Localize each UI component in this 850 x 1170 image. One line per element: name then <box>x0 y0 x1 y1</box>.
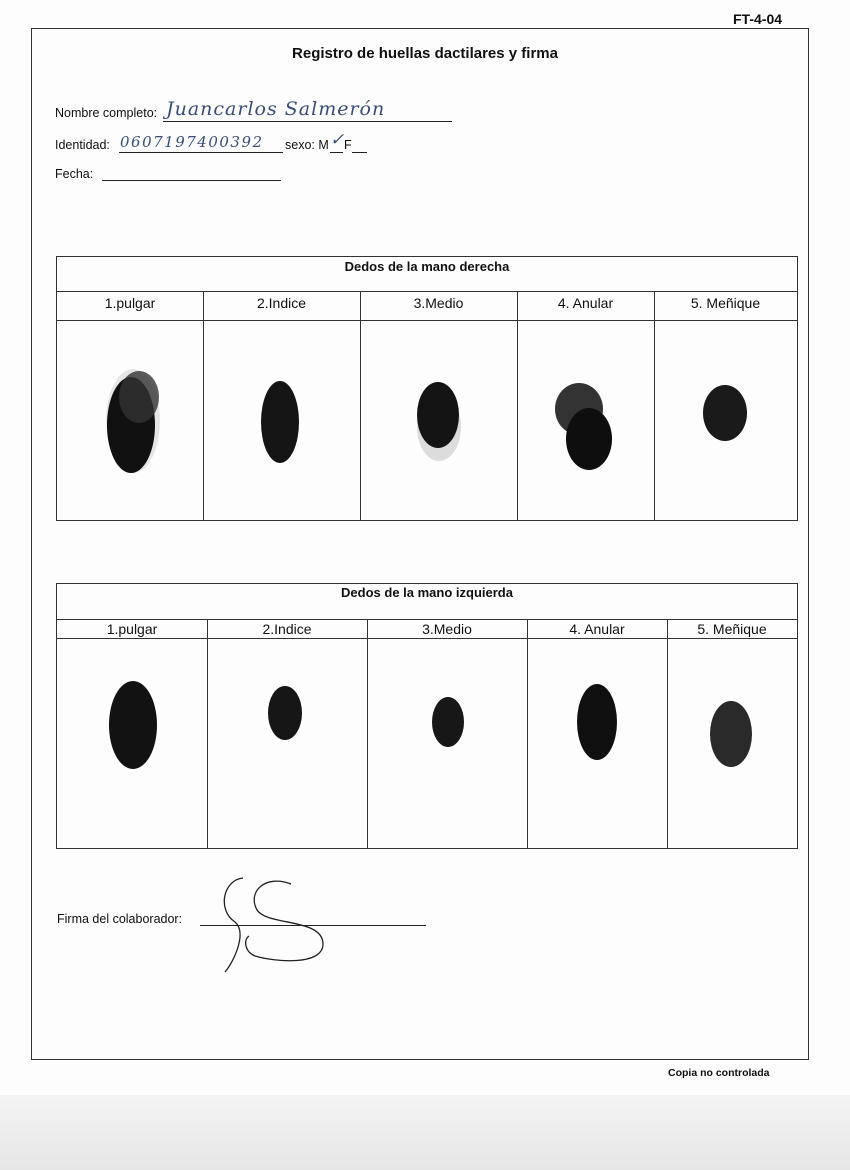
page-title: Registro de huellas dactilares y firma <box>292 45 558 62</box>
signature-label: Firma del colaborador: <box>57 912 183 926</box>
copy-note: Copia no controlada <box>668 1067 770 1079</box>
table-divider <box>57 638 797 639</box>
column-divider <box>517 291 518 520</box>
scan-margin <box>0 1095 850 1170</box>
column-divider <box>667 619 668 848</box>
right-middle-fingerprint <box>411 377 466 465</box>
left-hand-title: Dedos de la mano izquierda <box>341 585 513 600</box>
right-col-little: 5. Meñique <box>690 295 761 311</box>
column-divider <box>360 291 361 520</box>
right-index-fingerprint <box>255 377 305 467</box>
right-little-fingerprint <box>697 381 757 445</box>
right-col-ring: 4. Anular <box>557 295 614 311</box>
table-divider <box>57 291 797 292</box>
left-col-thumb: 1.pulgar <box>106 621 158 637</box>
sex-f-label: F <box>344 138 352 152</box>
right-col-index: 2.Indice <box>256 295 307 311</box>
sex-label: sexo: M <box>285 138 329 152</box>
date-line <box>102 180 281 181</box>
left-thumb-fingerprint <box>105 679 161 771</box>
sex-check-mark: ✓ <box>330 130 346 150</box>
column-divider <box>527 619 528 848</box>
column-divider <box>654 291 655 520</box>
left-col-index: 2.Indice <box>262 621 312 637</box>
left-hand-table <box>56 583 798 849</box>
name-line <box>163 121 452 122</box>
right-hand-table <box>56 256 798 521</box>
left-middle-fingerprint <box>429 696 467 752</box>
left-little-fingerprint <box>707 698 757 770</box>
left-ring-fingerprint <box>573 682 621 762</box>
right-ring-fingerprint <box>549 379 619 474</box>
id-value: 0607197400392 <box>120 133 264 151</box>
name-label: Nombre completo: <box>55 106 158 120</box>
right-col-thumb: 1.pulgar <box>104 295 156 311</box>
column-divider <box>203 291 204 520</box>
sex-f-line <box>352 152 367 153</box>
right-hand-title: Dedos de la mano derecha <box>344 259 510 274</box>
right-col-middle: 3.Medio <box>413 295 464 311</box>
table-divider <box>57 619 797 620</box>
table-divider <box>57 320 797 321</box>
date-label: Fecha: <box>55 167 94 181</box>
left-col-ring: 4. Anular <box>569 621 625 637</box>
signature-drawing <box>205 870 335 975</box>
column-divider <box>367 619 368 848</box>
id-label: Identidad: <box>55 138 110 152</box>
id-line <box>119 152 283 153</box>
form-code: FT-4-04 <box>733 11 783 27</box>
left-col-middle: 3.Medio <box>422 621 472 637</box>
sex-m-line <box>330 152 343 153</box>
left-index-fingerprint <box>265 684 305 742</box>
name-value: Juancarlos Salmerón <box>166 98 386 120</box>
form-frame <box>31 28 809 1060</box>
right-thumb-fingerprint <box>97 361 167 477</box>
left-col-little: 5. Meñique <box>697 621 767 637</box>
column-divider <box>207 619 208 848</box>
